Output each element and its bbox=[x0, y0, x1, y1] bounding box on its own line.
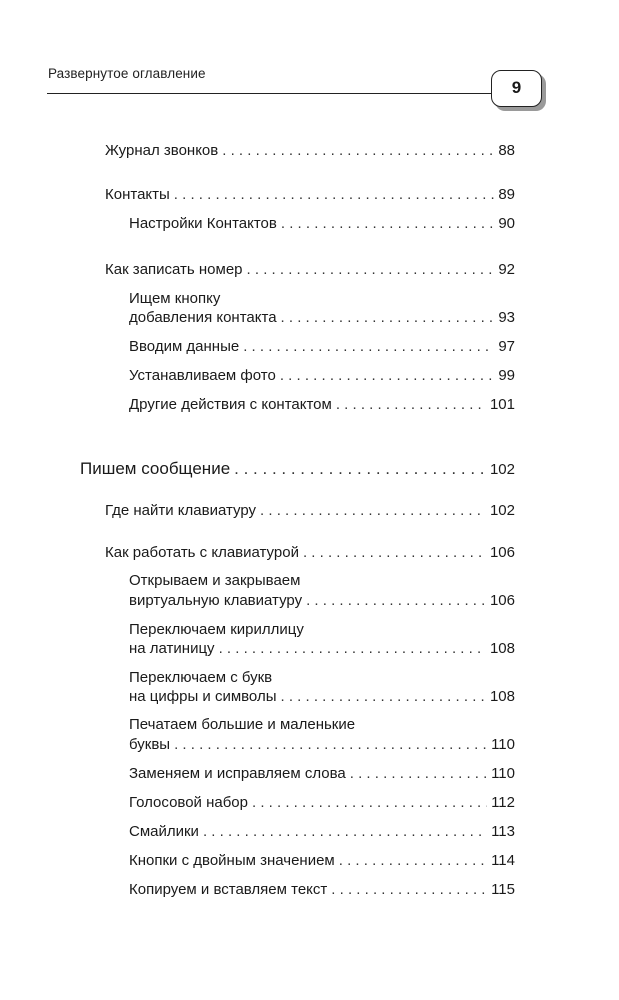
dot-leader bbox=[336, 394, 486, 416]
toc-entry-page: 102 bbox=[489, 461, 515, 478]
toc-entry-page: 88 bbox=[498, 142, 515, 159]
toc-entry-page: 106 bbox=[489, 544, 515, 561]
toc-entry[interactable] bbox=[129, 850, 515, 872]
toc-entry-page: 112 bbox=[491, 794, 515, 811]
dot-leader bbox=[174, 184, 495, 206]
dot-leader bbox=[339, 850, 487, 872]
toc-entry-title: на цифры и символы bbox=[129, 688, 277, 705]
toc-entry-title: Другие действия с контактом bbox=[129, 396, 332, 413]
toc-entry-title: Журнал звонков bbox=[105, 142, 219, 159]
toc-entry[interactable] bbox=[129, 686, 515, 708]
toc-entry[interactable] bbox=[129, 879, 515, 901]
dot-leader bbox=[303, 542, 486, 564]
dot-leader bbox=[222, 140, 494, 162]
toc-entry-page: 113 bbox=[491, 823, 515, 840]
toc-entry-title-line1: Переключаем кириллицу bbox=[129, 621, 304, 638]
toc-entry-page: 89 bbox=[498, 186, 515, 203]
toc-entry-title: Смайлики bbox=[129, 823, 199, 840]
toc-entry[interactable] bbox=[105, 140, 515, 162]
running-header-title: Развернутое оглавление bbox=[48, 66, 206, 81]
page-number-badge: 9 bbox=[491, 70, 542, 107]
toc-entry-title: Как записать номер bbox=[105, 261, 243, 278]
dot-leader bbox=[306, 590, 486, 612]
toc-entry-title: Настройки Контактов bbox=[129, 215, 277, 232]
toc-entry-page: 102 bbox=[489, 502, 515, 519]
dot-leader bbox=[247, 259, 495, 281]
header-divider bbox=[47, 93, 495, 94]
toc-entry-page: 97 bbox=[498, 338, 515, 355]
toc-entry[interactable] bbox=[105, 500, 515, 522]
toc-entry[interactable] bbox=[129, 792, 515, 814]
toc-entry-title: Как работать с клавиатурой bbox=[105, 544, 299, 561]
toc-entry[interactable] bbox=[129, 336, 515, 358]
toc-entry-page: 110 bbox=[491, 736, 515, 753]
toc-entry-page: 106 bbox=[489, 592, 515, 609]
dot-leader bbox=[234, 458, 486, 480]
toc-entry-title: Голосовой набор bbox=[129, 794, 248, 811]
dot-leader bbox=[252, 792, 487, 814]
toc-entry[interactable] bbox=[129, 734, 515, 756]
toc-entry[interactable] bbox=[105, 184, 515, 206]
toc-entry-page: 108 bbox=[489, 688, 515, 705]
toc-entry-title: Заменяем и исправляем слова bbox=[129, 765, 346, 782]
toc-entry-title: Устанавливаем фото bbox=[129, 367, 276, 384]
toc-entry[interactable] bbox=[129, 638, 515, 660]
toc-entry-page: 108 bbox=[489, 640, 515, 657]
toc-chapter-entry[interactable] bbox=[80, 458, 515, 481]
toc-entry[interactable] bbox=[105, 542, 515, 564]
toc-entry[interactable] bbox=[129, 763, 515, 785]
dot-leader bbox=[350, 763, 487, 785]
toc-entry-page: 99 bbox=[498, 367, 515, 384]
dot-leader bbox=[203, 821, 487, 843]
toc-entry-title: буквы bbox=[129, 736, 171, 753]
toc-entry-title: Вводим данные bbox=[129, 338, 240, 355]
toc-entry-title: на латиницу bbox=[129, 640, 215, 657]
toc-entry[interactable] bbox=[129, 307, 515, 329]
toc-entry-title-line1: Переключаем с букв bbox=[129, 669, 273, 686]
toc-entry-page: 115 bbox=[491, 881, 515, 898]
toc-entry-page: 101 bbox=[489, 396, 515, 413]
toc-entry-title: Копируем и вставляем текст bbox=[129, 881, 328, 898]
toc-entry-title-line1: Открываем и закрываем bbox=[129, 572, 301, 589]
toc-entry[interactable] bbox=[129, 590, 515, 612]
toc-entry-title: Где найти клавиатуру bbox=[105, 502, 257, 519]
toc-entry[interactable] bbox=[105, 259, 515, 281]
toc-entry-title: Контакты bbox=[105, 186, 170, 203]
toc-entry-page: 110 bbox=[491, 765, 515, 782]
toc-entry-title-line1: Ищем кнопку bbox=[129, 290, 221, 307]
dot-leader bbox=[331, 879, 487, 901]
toc-entry-page: 114 bbox=[491, 852, 515, 869]
toc-entry-title: Пишем сообщение bbox=[80, 459, 231, 478]
toc-entry-page: 90 bbox=[498, 215, 515, 232]
toc-entry-title: виртуальную клавиатуру bbox=[129, 592, 303, 609]
dot-leader bbox=[174, 734, 487, 756]
toc-entry-title: добавления контакта bbox=[129, 309, 277, 326]
dot-leader bbox=[280, 365, 494, 387]
dot-leader bbox=[281, 307, 495, 329]
dot-leader bbox=[280, 686, 485, 708]
toc-entry[interactable] bbox=[129, 213, 515, 235]
dot-leader bbox=[260, 500, 486, 522]
toc-entry[interactable] bbox=[129, 365, 515, 387]
toc-entry-page: 92 bbox=[498, 261, 515, 278]
dot-leader bbox=[281, 213, 494, 235]
toc-entry[interactable] bbox=[129, 821, 515, 843]
dot-leader bbox=[243, 336, 494, 358]
toc-entry-page: 93 bbox=[498, 309, 515, 326]
dot-leader bbox=[219, 638, 486, 660]
toc-entry[interactable] bbox=[129, 394, 515, 416]
toc-entry-title: Кнопки с двойным значением bbox=[129, 852, 335, 869]
toc-entry-title-line1: Печатаем большие и маленькие bbox=[129, 716, 356, 733]
